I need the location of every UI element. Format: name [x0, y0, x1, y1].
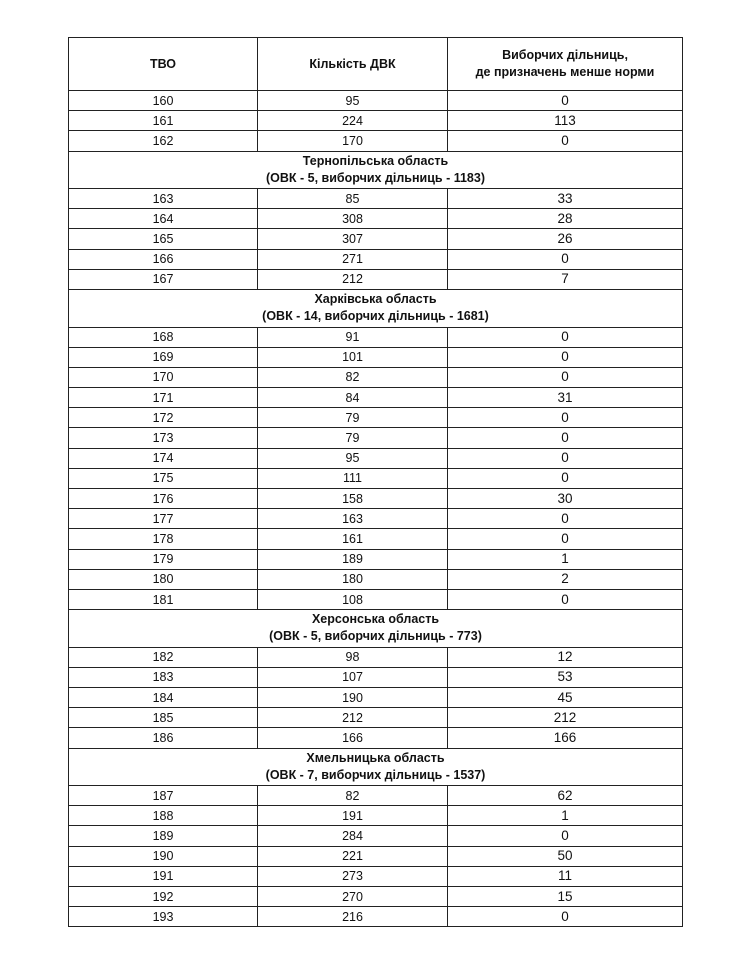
table-row — [69, 269, 683, 289]
cell-stations-below-norm: 28 — [448, 209, 683, 229]
table-body — [69, 91, 683, 927]
cell-tvo: 178 — [69, 529, 258, 549]
table-row — [69, 529, 683, 549]
cell-dvk-count: 82 — [258, 786, 448, 806]
cell-dvk-count: 273 — [258, 866, 448, 886]
cell-dvk-count: 79 — [258, 408, 448, 428]
cell-dvk-count: 270 — [258, 887, 448, 907]
cell-stations-below-norm: 31 — [448, 388, 683, 408]
cell-tvo: 183 — [69, 667, 258, 687]
cell-tvo: 176 — [69, 489, 258, 509]
cell-stations-below-norm: 0 — [448, 529, 683, 549]
cell-tvo: 182 — [69, 647, 258, 667]
cell-stations-below-norm: 113 — [448, 111, 683, 131]
table-row — [69, 209, 683, 229]
cell-dvk-count: 82 — [258, 367, 448, 387]
cell-dvk-count: 166 — [258, 728, 448, 748]
region-row — [69, 290, 683, 328]
cell-dvk-count: 221 — [258, 846, 448, 866]
table-row — [69, 589, 683, 609]
cell-tvo: 161 — [69, 111, 258, 131]
cell-tvo: 165 — [69, 229, 258, 249]
cell-dvk-count: 85 — [258, 189, 448, 209]
cell-tvo: 193 — [69, 907, 258, 927]
cell-stations-below-norm: 0 — [448, 249, 683, 269]
cell-tvo: 174 — [69, 448, 258, 468]
header-dvk-count: Кількість ДВК — [258, 38, 448, 91]
cell-dvk-count: 212 — [258, 708, 448, 728]
table-row — [69, 249, 683, 269]
cell-dvk-count: 158 — [258, 489, 448, 509]
table-row — [69, 826, 683, 846]
cell-tvo: 190 — [69, 846, 258, 866]
cell-dvk-count: 91 — [258, 327, 448, 347]
cell-tvo: 169 — [69, 347, 258, 367]
region-heading — [69, 748, 683, 786]
table-row — [69, 448, 683, 468]
cell-stations-below-norm: 7 — [448, 269, 683, 289]
cell-tvo: 170 — [69, 367, 258, 387]
table-row — [69, 866, 683, 886]
region-info: (ОВК - 5, виборчих дільниць - 773) — [269, 629, 482, 644]
cell-tvo: 187 — [69, 786, 258, 806]
table-row — [69, 91, 683, 111]
cell-stations-below-norm: 1 — [448, 806, 683, 826]
cell-dvk-count: 107 — [258, 667, 448, 687]
cell-tvo: 192 — [69, 887, 258, 907]
cell-stations-below-norm: 26 — [448, 229, 683, 249]
cell-dvk-count: 95 — [258, 91, 448, 111]
region-info: (ОВК - 14, виборчих дільниць - 1681) — [262, 309, 489, 324]
cell-dvk-count: 95 — [258, 448, 448, 468]
region-name: Хмельницька область — [306, 750, 445, 765]
cell-tvo: 173 — [69, 428, 258, 448]
table-row — [69, 887, 683, 907]
cell-dvk-count: 271 — [258, 249, 448, 269]
cell-tvo: 186 — [69, 728, 258, 748]
cell-tvo: 172 — [69, 408, 258, 428]
table-header-row — [69, 38, 683, 91]
table-row — [69, 667, 683, 687]
cell-stations-below-norm: 2 — [448, 569, 683, 589]
cell-tvo: 191 — [69, 866, 258, 886]
cell-tvo: 181 — [69, 589, 258, 609]
cell-stations-below-norm: 30 — [448, 489, 683, 509]
cell-stations-below-norm: 0 — [448, 907, 683, 927]
table-row — [69, 509, 683, 529]
cell-stations-below-norm: 50 — [448, 846, 683, 866]
cell-stations-below-norm: 0 — [448, 367, 683, 387]
cell-dvk-count: 170 — [258, 131, 448, 151]
cell-dvk-count: 161 — [258, 529, 448, 549]
table-row — [69, 647, 683, 667]
cell-tvo: 189 — [69, 826, 258, 846]
cell-dvk-count: 84 — [258, 388, 448, 408]
header-stations-below-norm — [448, 38, 683, 91]
cell-stations-below-norm: 11 — [448, 866, 683, 886]
cell-dvk-count: 108 — [258, 589, 448, 609]
table-row — [69, 428, 683, 448]
cell-stations-below-norm: 15 — [448, 887, 683, 907]
table-row — [69, 549, 683, 569]
region-heading — [69, 151, 683, 189]
cell-dvk-count: 308 — [258, 209, 448, 229]
cell-tvo: 160 — [69, 91, 258, 111]
cell-dvk-count: 79 — [258, 428, 448, 448]
cell-tvo: 171 — [69, 388, 258, 408]
table-row — [69, 229, 683, 249]
cell-stations-below-norm: 0 — [448, 91, 683, 111]
table-row — [69, 569, 683, 589]
cell-stations-below-norm: 0 — [448, 428, 683, 448]
header-stations-line-2: де призначень менше норми — [475, 65, 655, 79]
cell-tvo: 168 — [69, 327, 258, 347]
cell-dvk-count: 212 — [258, 269, 448, 289]
cell-dvk-count: 216 — [258, 907, 448, 927]
cell-stations-below-norm: 0 — [448, 468, 683, 488]
region-info: (ОВК - 5, виборчих дільниць - 1183) — [266, 170, 485, 185]
cell-dvk-count: 224 — [258, 111, 448, 131]
table-row — [69, 347, 683, 367]
region-row — [69, 610, 683, 648]
cell-stations-below-norm: 0 — [448, 408, 683, 428]
table-row — [69, 728, 683, 748]
region-heading — [69, 610, 683, 648]
cell-dvk-count: 189 — [258, 549, 448, 569]
table-row — [69, 189, 683, 209]
cell-stations-below-norm: 0 — [448, 509, 683, 529]
cell-tvo: 167 — [69, 269, 258, 289]
table-row — [69, 846, 683, 866]
region-info: (ОВК - 7, виборчих дільниць - 1537) — [265, 767, 486, 782]
header-stations-line-1: Виборчих дільниць, — [502, 48, 628, 62]
cell-stations-below-norm: 1 — [448, 549, 683, 569]
table-row — [69, 688, 683, 708]
cell-tvo: 175 — [69, 468, 258, 488]
table-row — [69, 131, 683, 151]
cell-stations-below-norm: 0 — [448, 131, 683, 151]
table-row — [69, 408, 683, 428]
header-tvo: ТВО — [69, 38, 258, 91]
cell-tvo: 163 — [69, 189, 258, 209]
cell-stations-below-norm: 0 — [448, 327, 683, 347]
cell-dvk-count: 180 — [258, 569, 448, 589]
cell-stations-below-norm: 212 — [448, 708, 683, 728]
table-row — [69, 367, 683, 387]
cell-stations-below-norm: 0 — [448, 826, 683, 846]
cell-dvk-count: 101 — [258, 347, 448, 367]
cell-tvo: 185 — [69, 708, 258, 728]
cell-tvo: 177 — [69, 509, 258, 529]
region-name: Тернопільська область — [302, 153, 449, 168]
cell-tvo: 179 — [69, 549, 258, 569]
region-row — [69, 151, 683, 189]
cell-dvk-count: 98 — [258, 647, 448, 667]
cell-tvo: 188 — [69, 806, 258, 826]
cell-dvk-count: 190 — [258, 688, 448, 708]
cell-dvk-count: 307 — [258, 229, 448, 249]
cell-stations-below-norm: 33 — [448, 189, 683, 209]
cell-tvo: 180 — [69, 569, 258, 589]
cell-stations-below-norm: 0 — [448, 347, 683, 367]
table-row — [69, 786, 683, 806]
cell-tvo: 184 — [69, 688, 258, 708]
cell-stations-below-norm: 53 — [448, 667, 683, 687]
cell-stations-below-norm: 45 — [448, 688, 683, 708]
table-row — [69, 388, 683, 408]
cell-stations-below-norm: 12 — [448, 647, 683, 667]
region-name: Херсонська область — [311, 612, 440, 627]
table-row — [69, 708, 683, 728]
cell-tvo: 162 — [69, 131, 258, 151]
table-row — [69, 111, 683, 131]
cell-stations-below-norm: 0 — [448, 589, 683, 609]
table-row — [69, 907, 683, 927]
cell-dvk-count: 284 — [258, 826, 448, 846]
cell-dvk-count: 111 — [258, 468, 448, 488]
cell-stations-below-norm: 166 — [448, 728, 683, 748]
cell-dvk-count: 191 — [258, 806, 448, 826]
region-heading — [69, 290, 683, 328]
polling-stations-table — [68, 37, 683, 927]
table-row — [69, 489, 683, 509]
table-row — [69, 327, 683, 347]
cell-tvo: 164 — [69, 209, 258, 229]
region-name: Харківська область — [314, 292, 437, 307]
table-row — [69, 806, 683, 826]
cell-stations-below-norm: 0 — [448, 448, 683, 468]
table-row — [69, 468, 683, 488]
region-row — [69, 748, 683, 786]
cell-tvo: 166 — [69, 249, 258, 269]
cell-stations-below-norm: 62 — [448, 786, 683, 806]
cell-dvk-count: 163 — [258, 509, 448, 529]
